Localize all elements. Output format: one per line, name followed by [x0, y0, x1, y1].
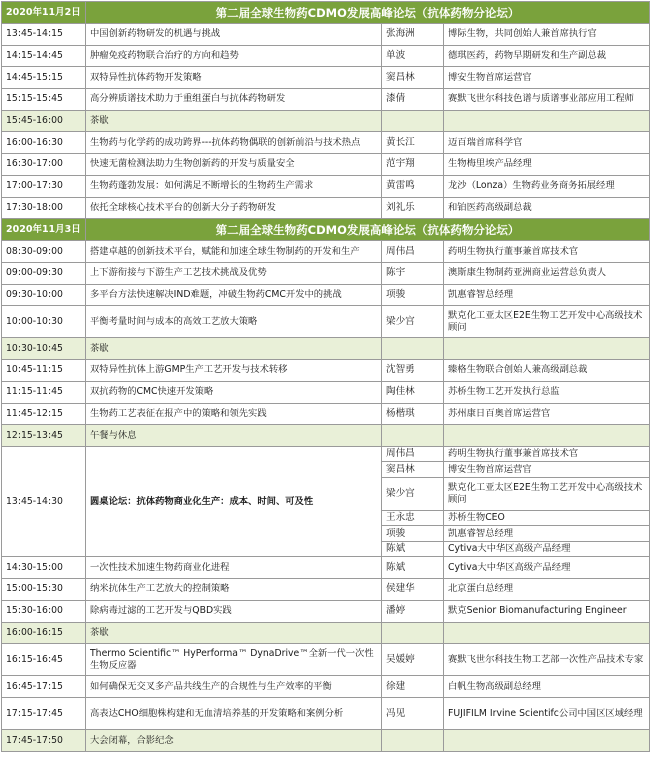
speaker-affiliation [444, 425, 650, 447]
session-speaker: 张海洲 [382, 24, 444, 46]
session-time: 16:00-16:30 [2, 132, 86, 154]
session-speaker: 侯建华 [382, 579, 444, 601]
session-speaker: 潘婷 [382, 600, 444, 622]
session-speaker: 徐建 [382, 676, 444, 698]
session-time: 09:00-09:30 [2, 262, 86, 284]
break-label: 午餐与休息 [86, 425, 382, 447]
forum-title: 第二届全球生物药CDMO发展高峰论坛（抗体药物分论坛） [86, 219, 650, 241]
speaker-affiliation: 苏桥生物工艺开发执行总监 [444, 381, 650, 403]
session-topic: 中国创新药物研发的机遇与挑战 [86, 24, 382, 46]
session-time: 17:15-17:45 [2, 698, 86, 730]
panelist-affiliation: 药明生物执行董事兼首席技术官 [444, 446, 650, 462]
session-speaker: 黄长江 [382, 132, 444, 154]
session-time: 17:45-17:50 [2, 730, 86, 752]
session-time: 16:00-16:15 [2, 622, 86, 644]
session-topic: 高分辨质谱技术助力于重组蛋白与抗体药物研发 [86, 89, 382, 111]
speaker-affiliation: 默克化工亚太区E2E生物工艺开发中心高级技术顾问 [444, 306, 650, 338]
session-row [2, 132, 650, 154]
speaker-affiliation: 龙沙（Lonza）生物药业务商务拓展经理 [444, 175, 650, 197]
panelist-name: 窦昌林 [382, 462, 444, 478]
session-speaker: 项骏 [382, 284, 444, 306]
schedule-body [2, 2, 650, 752]
session-row [2, 600, 650, 622]
session-time: 09:30-10:00 [2, 284, 86, 306]
session-speaker [382, 425, 444, 447]
session-row [2, 360, 650, 382]
session-row [2, 175, 650, 197]
session-time: 10:45-11:15 [2, 360, 86, 382]
session-speaker: 梁少宫 [382, 306, 444, 338]
session-topic: 高表达CHO细胞株构建和无血清培养基的开发策略和案例分析 [86, 698, 382, 730]
session-time: 10:00-10:30 [2, 306, 86, 338]
session-topic: 平衡考量时间与成本的高效工艺放大策略 [86, 306, 382, 338]
session-speaker: 范宇翔 [382, 154, 444, 176]
session-row [2, 45, 650, 67]
speaker-affiliation: 默克Senior Biomanufacturing Engineer [444, 600, 650, 622]
day-date: 2020年11月2日 [2, 2, 86, 24]
session-time: 13:45-14:15 [2, 24, 86, 46]
forum-title: 第二届全球生物药CDMO发展高峰论坛（抗体药物分论坛） [86, 2, 650, 24]
speaker-affiliation: 和铂医药高级副总裁 [444, 197, 650, 219]
speaker-affiliation [444, 338, 650, 360]
session-speaker: 周伟昌 [382, 241, 444, 263]
session-topic: 生物药工艺表征在报产中的策略和领先实践 [86, 403, 382, 425]
session-time: 16:30-17:00 [2, 154, 86, 176]
session-speaker: 陶佳林 [382, 381, 444, 403]
panelist-affiliation: Cytiva大中华区高级产品经理 [444, 541, 650, 557]
panelist-affiliation: 默克化工亚太区E2E生物工艺开发中心高级技术顾问 [444, 478, 650, 511]
break-row [2, 338, 650, 360]
session-topic: 生物药与化学药的成功跨界---抗体药物偶联的创新前沿与技术热点 [86, 132, 382, 154]
session-time: 17:00-17:30 [2, 175, 86, 197]
session-row [2, 241, 650, 263]
speaker-affiliation: 赛默飞世尔科技色谱与质谱事业部应用工程师 [444, 89, 650, 111]
session-speaker: 冯见 [382, 698, 444, 730]
session-speaker: 陈宇 [382, 262, 444, 284]
session-topic: 双特异性抗体上游GMP生产工艺开发与技术转移 [86, 360, 382, 382]
session-time: 15:30-16:00 [2, 600, 86, 622]
session-topic: 快速无菌检测法助力生物创新药的开发与质量安全 [86, 154, 382, 176]
session-topic: Thermo Scientific™ HyPerforma™ DynaDrive™全新一代一次性生物反应器 [86, 644, 382, 676]
speaker-affiliation: Cytiva大中华区高级产品经理 [444, 557, 650, 579]
speaker-affiliation: 白帆生物高级副总经理 [444, 676, 650, 698]
panelist-name: 王永忠 [382, 510, 444, 526]
speaker-affiliation: 北京蛋白总经理 [444, 579, 650, 601]
speaker-affiliation: 凯惠睿智总经理 [444, 284, 650, 306]
break-label: 茶歇 [86, 338, 382, 360]
session-row [2, 67, 650, 89]
session-row [2, 381, 650, 403]
session-time: 14:15-14:45 [2, 45, 86, 67]
speaker-affiliation: FUJIFILM Irvine Scientifc公司中国区区域经理 [444, 698, 650, 730]
session-row [2, 698, 650, 730]
session-time: 16:45-17:15 [2, 676, 86, 698]
break-label: 大会闭幕，合影纪念 [86, 730, 382, 752]
speaker-affiliation: 赛默飞世尔科技生物工艺部一次性产品技术专家 [444, 644, 650, 676]
panelist-name: 周伟昌 [382, 446, 444, 462]
speaker-affiliation: 药明生物执行董事兼首席技术官 [444, 241, 650, 263]
session-speaker [382, 338, 444, 360]
session-row [2, 24, 650, 46]
session-speaker: 单波 [382, 45, 444, 67]
speaker-affiliation: 生物梅里埃产品经理 [444, 154, 650, 176]
panelist-name: 梁少宫 [382, 478, 444, 511]
speaker-affiliation: 迈百瑞首席科学官 [444, 132, 650, 154]
session-topic: 除病毒过滤的工艺开发与QBD实践 [86, 600, 382, 622]
session-row [2, 403, 650, 425]
session-time: 15:00-15:30 [2, 579, 86, 601]
panelist-name: 项骏 [382, 526, 444, 542]
session-time: 14:30-15:00 [2, 557, 86, 579]
session-time: 12:15-13:45 [2, 425, 86, 447]
break-row [2, 110, 650, 132]
break-row [2, 622, 650, 644]
roundtable-row [2, 446, 650, 462]
session-speaker [382, 622, 444, 644]
session-row [2, 579, 650, 601]
session-time: 10:30-10:45 [2, 338, 86, 360]
session-time: 11:15-11:45 [2, 381, 86, 403]
session-topic: 如何确保无交叉多产品共线生产的合规性与生产效率的平衡 [86, 676, 382, 698]
speaker-affiliation: 臻格生物联合创始人兼高级副总裁 [444, 360, 650, 382]
break-row [2, 730, 650, 752]
panelist-affiliation: 凯惠睿智总经理 [444, 526, 650, 542]
break-label: 茶歇 [86, 622, 382, 644]
session-speaker: 陈斌 [382, 557, 444, 579]
session-speaker: 漆倩 [382, 89, 444, 111]
session-speaker: 刘礼乐 [382, 197, 444, 219]
session-time: 13:45-14:30 [2, 446, 86, 557]
session-time: 15:45-16:00 [2, 110, 86, 132]
session-speaker: 黄雷鸣 [382, 175, 444, 197]
day-header [2, 2, 650, 24]
speaker-affiliation [444, 622, 650, 644]
speaker-affiliation: 博际生物，共同创始人兼首席执行官 [444, 24, 650, 46]
session-topic: 一次性技术加速生物药商业化进程 [86, 557, 382, 579]
session-time: 15:15-15:45 [2, 89, 86, 111]
session-row [2, 89, 650, 111]
session-topic: 多平台方法快速解决IND难题，冲破生物药CMC开发中的挑战 [86, 284, 382, 306]
session-time: 14:45-15:15 [2, 67, 86, 89]
session-row [2, 154, 650, 176]
session-speaker: 沈智勇 [382, 360, 444, 382]
session-speaker [382, 110, 444, 132]
session-row [2, 197, 650, 219]
schedule-table [1, 1, 650, 752]
session-row [2, 676, 650, 698]
session-row [2, 306, 650, 338]
session-topic: 搭建卓越的创新技术平台，赋能和加速全球生物制药的开发和生产 [86, 241, 382, 263]
session-time: 17:30-18:00 [2, 197, 86, 219]
session-topic: 肿瘤免疫药物联合治疗的方向和趋势 [86, 45, 382, 67]
session-topic: 双特异性抗体药物开发策略 [86, 67, 382, 89]
session-row [2, 284, 650, 306]
session-speaker: 杨楷琪 [382, 403, 444, 425]
session-time: 16:15-16:45 [2, 644, 86, 676]
panelist-affiliation: 博安生物首席运营官 [444, 462, 650, 478]
session-speaker [382, 730, 444, 752]
session-row [2, 557, 650, 579]
session-topic: 依托全球核心技术平台的创新大分子药物研发 [86, 197, 382, 219]
session-row [2, 644, 650, 676]
break-row [2, 425, 650, 447]
session-speaker: 窦昌林 [382, 67, 444, 89]
session-topic: 纳米抗体生产工艺放大的控制策略 [86, 579, 382, 601]
session-time: 11:45-12:15 [2, 403, 86, 425]
speaker-affiliation: 苏州康日百奥首席运营官 [444, 403, 650, 425]
session-topic: 生物药蓬勃发展：如何满足不断增长的生物药生产需求 [86, 175, 382, 197]
session-speaker: 吴媛婷 [382, 644, 444, 676]
session-time: 08:30-09:00 [2, 241, 86, 263]
day-date: 2020年11月3日 [2, 219, 86, 241]
speaker-affiliation: 澳斯康生物制药亚洲商业运营总负责人 [444, 262, 650, 284]
session-topic: 双抗药物的CMC快速开发策略 [86, 381, 382, 403]
day-header [2, 219, 650, 241]
roundtable-topic: 圆桌论坛：抗体药物商业化生产：成本、时间、可及性 [86, 446, 382, 557]
break-label: 茶歇 [86, 110, 382, 132]
session-row [2, 262, 650, 284]
speaker-affiliation [444, 110, 650, 132]
panelist-name: 陈斌 [382, 541, 444, 557]
panelist-affiliation: 苏桥生物CEO [444, 510, 650, 526]
speaker-affiliation: 博安生物首席运营官 [444, 67, 650, 89]
session-topic: 上下游衔接与下游生产工艺技术挑战及优势 [86, 262, 382, 284]
speaker-affiliation [444, 730, 650, 752]
speaker-affiliation: 德琪医药，药物早期研发和生产副总裁 [444, 45, 650, 67]
